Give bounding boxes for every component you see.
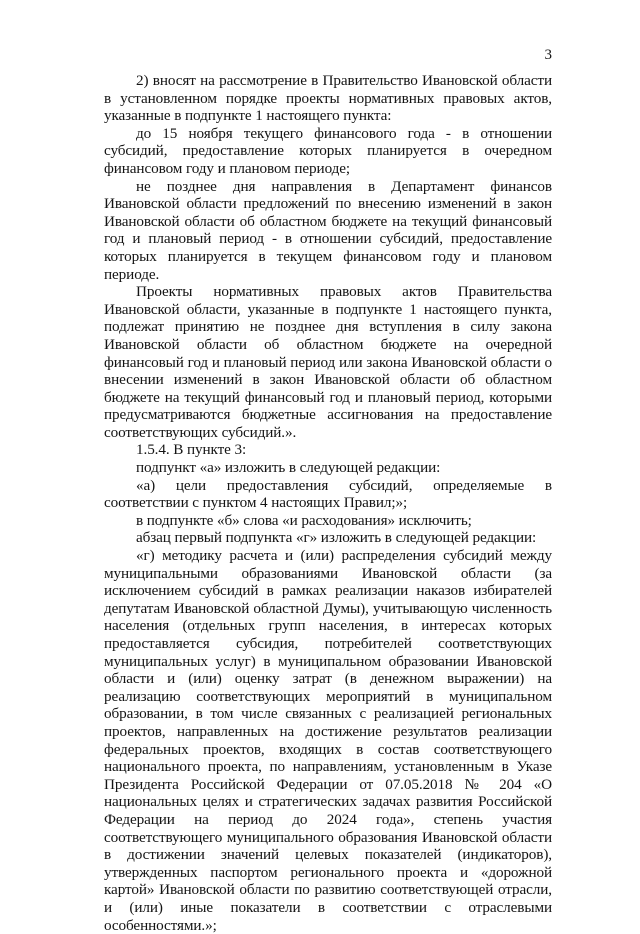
page-number: 3	[544, 47, 552, 63]
document-body	[104, 72, 552, 934]
paragraph-subitem-b: в подпункте «б» слова «и расходования» исключить;	[136, 511, 472, 529]
paragraph-subitem-g-intro: абзац первый подпункта «г» изложить в следующей редакции:	[136, 529, 537, 547]
paragraph-item-1-5-4: 1.5.4. В пункте 3:	[136, 441, 247, 459]
paragraph-subitem-a-text: «а) цели предоставления субсидий, определяемые в соответствии с пунктом 4 настоящих Правил;»;	[104, 476, 552, 512]
paragraph-adoption-deadline: Проекты нормативных правовых актов Правительства Ивановской области, указанные в подпункте 1 настоящего пункта, подлежат принятию не позднее дня вступления в силу закона Ивановской области об областном бюджете на очередной финансовый год и плановый период или закона Ивановской области о внесении изменений в закон Ивановской области об областном бюджете на текущий финансовый год и плановый период, которыми предусматриваются бюджетные ассигнования на предоставление соответствующих субсидий.».	[104, 283, 552, 441]
paragraph-deadline-finance-department: не позднее дня направления в Департамент финансов Ивановской области предложений по внесению изменений в закон Ивановской области об областном бюджете на текущий финансовый год и плановый период - в отношении субсидий, предоставление которых планируется в текущем финансовом году и плановом периоде.	[104, 177, 552, 283]
paragraph-deadline-november: до 15 ноября текущего финансового года - в отношении субсидий, предоставление которых планируется в очередном финансовом году и плановом периоде;	[104, 124, 552, 177]
paragraph-subitem-a-intro: подпункт «а» изложить в следующей редакции:	[136, 459, 441, 477]
paragraph-subitem-g-text: «г) методику расчета и (или) распределения субсидий между муниципальными образованиями Ивановской области (за исключением субсидий в рамках реализации наказов избирателей депутатам Ивановской областной Думы), учитывающую численность населения (отдельных групп населения, в интересах которых предоставляется субсидия, потребителей соответствующих муниципальных услуг) в муниципальном образовании Ивановской области и (или) оценку затрат (в денежном выражении) на реализацию соответствующих мероприятий в муниципальном образовании, в том числе связанных с реализацией региональных проектов, направленных на достижение результатов реализации федеральных проектов, входящих в состав соответствующего национального проекта, по направлениям, установленным в Указе Президента Российской Федерации от 07.05.2018 № 204 «О национальных целях и стратегических задачах развития Российской Федерации на период до 2024 года», степень участия соответствующего муниципального образования Ивановской области в достижении значений целевых показателей (индикаторов), утвержденных паспортом регионального проекта и «дорожной картой» Ивановской области по развитию соответствующей отрасли, и (или) иные показатели в соответствии с отраслевыми особенностями.»;	[104, 547, 552, 934]
paragraph-submission: 2) вносят на рассмотрение в Правительство Ивановской области в установленном порядке проекты нормативных правовых актов, указанные в подпункте 1 настоящего пункта:	[104, 72, 552, 125]
